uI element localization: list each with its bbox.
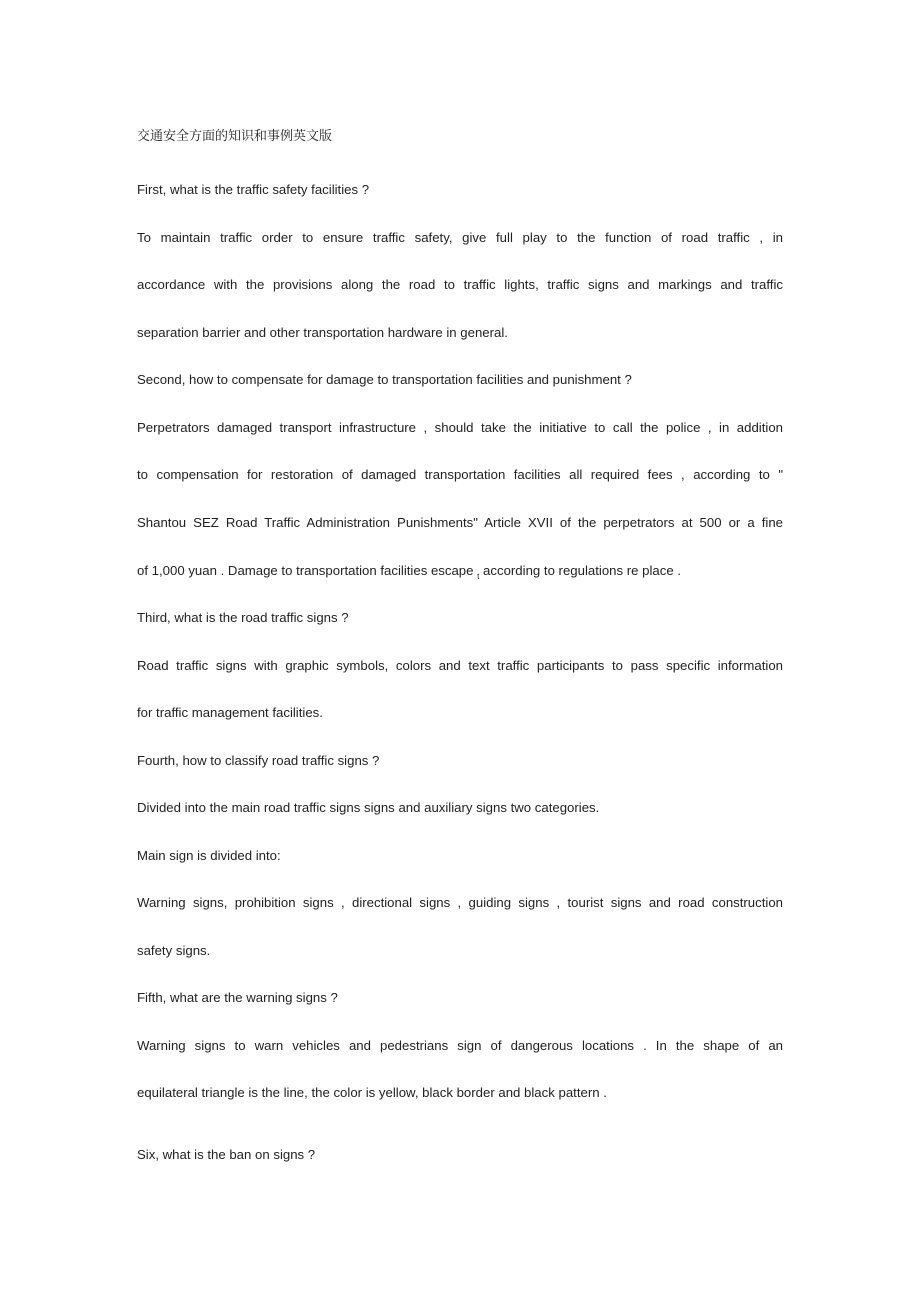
paragraph-line: Warning signs, prohibition signs , directional signs , guiding signs , tourist signs and road construction bbox=[137, 895, 783, 910]
heading-fourth: Fourth, how to classify road traffic signs ? bbox=[137, 753, 380, 768]
paragraph-line: Perpetrators damaged transport infrastructure , should take the initiative to call the police , in addition bbox=[137, 420, 783, 435]
paragraph-line: Road traffic signs with graphic symbols, colors and text traffic participants to pass specific information bbox=[137, 658, 783, 673]
heading-second: Second, how to compensate for damage to transportation facilities and punishment ? bbox=[137, 372, 632, 387]
paragraph-line-with-subscript bbox=[137, 561, 783, 587]
subscript-glyph: t bbox=[477, 572, 480, 581]
paragraph-line: Warning signs to warn vehicles and pedestrians sign of dangerous locations . In the shape of an bbox=[137, 1038, 783, 1053]
heading-sixth: Six, what is the ban on signs ? bbox=[137, 1147, 316, 1162]
paragraph-line: To maintain traffic order to ensure traffic safety, give full play to the function of road traffic , in bbox=[137, 230, 783, 245]
heading-fifth: Fifth, what are the warning signs ? bbox=[137, 990, 338, 1005]
paragraph-line: for traffic management facilities. bbox=[137, 705, 323, 720]
paragraph-line: safety signs. bbox=[137, 943, 211, 958]
document-title: 交通安全方面的知识和事例英文版 bbox=[137, 129, 333, 144]
heading-third: Third, what is the road traffic signs ? bbox=[137, 610, 349, 625]
paragraph-line: equilateral triangle is the line, the color is yellow, black border and black pattern . bbox=[137, 1085, 607, 1100]
line-text-after: according to regulations re place . bbox=[479, 563, 681, 578]
paragraph-line: Shantou SEZ Road Traffic Administration Punishments" Article XVII of the perpetrators at 500 or a fine bbox=[137, 515, 783, 530]
paragraph-line: Main sign is divided into: bbox=[137, 848, 281, 863]
paragraph-line: Divided into the main road traffic signs signs and auxiliary signs two categories. bbox=[137, 800, 600, 815]
paragraph-line: separation barrier and other transportation hardware in general. bbox=[137, 325, 508, 340]
paragraph-line: accordance with the provisions along the road to traffic lights, traffic signs and markings and traffic bbox=[137, 277, 783, 292]
heading-first: First, what is the traffic safety facilities ? bbox=[137, 182, 370, 197]
line-text-before: of 1,000 yuan . Damage to transportation facilities escape bbox=[137, 563, 478, 578]
paragraph-line: to compensation for restoration of damaged transportation facilities all required fees , according to " bbox=[137, 467, 783, 482]
